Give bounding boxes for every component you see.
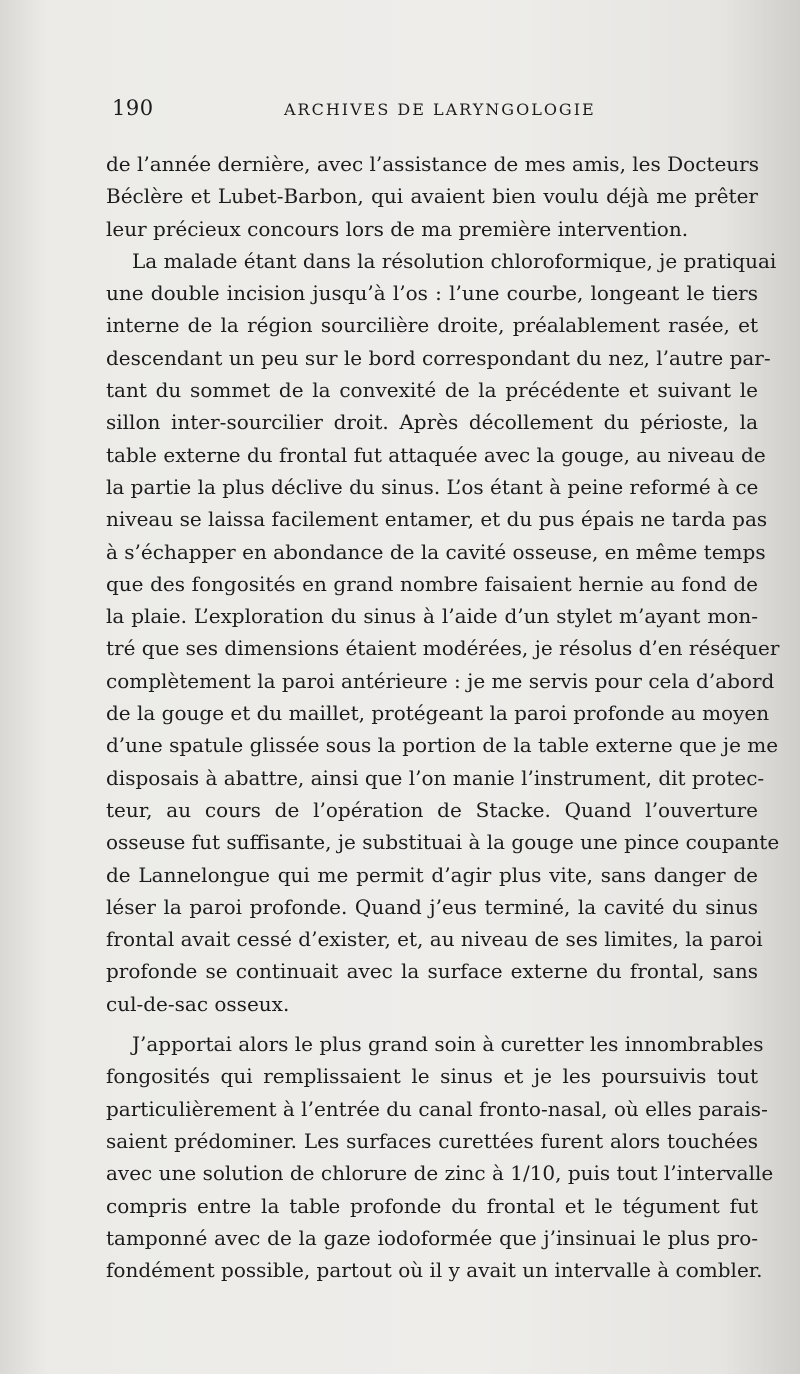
text-line: de l’année dernière, avec l’assistance de mes amis, les Docteurs: [106, 152, 759, 176]
text-line: table externe du frontal fut attaquée avec la gouge, au niveau de: [106, 442, 766, 467]
running-title: ARCHIVES DE LARYNGOLOGIE: [284, 100, 596, 119]
text-line: avec une solution de chlorure de zinc à 1/10, puis tout l’intervalle: [106, 1161, 774, 1186]
text-line: d’une spatule glissée sous la portion de la table externe que je me: [106, 733, 779, 758]
text-line: de Lannelongue qui me permit d’agir plus vite, sans danger de: [106, 862, 758, 887]
text-line: saient prédominer. Les surfaces curettées furent alors touchées: [106, 1128, 758, 1153]
text-line: une double incision jusqu’à l’os : l’une courbe, longeant le tiers: [106, 281, 758, 306]
text-line: tant du sommet de la convexité de la précédente et suivant le: [106, 378, 758, 403]
text-line: la partie la plus déclive du sinus. L’os étant à peine reformé à ce: [106, 474, 759, 499]
text-line: profonde se continuait avec la surface externe du frontal, sans: [106, 959, 758, 984]
text-line: disposais à abattre, ainsi que l’on manie l’instrument, dit protec-: [106, 765, 765, 790]
text-line: Béclère et Lubet-Barbon, qui avaient bien voulu déjà me prêter: [106, 184, 758, 209]
text-line: à s’échapper en abondance de la cavité osseuse, en même temps: [106, 539, 766, 564]
text-line: complètement la paroi antérieure : je me servis pour cela d’abord: [106, 668, 775, 693]
text-line: compris entre la table profonde du frontal et le tégument fut: [106, 1193, 758, 1218]
text-line: fondément possible, partout où il y avait un intervalle à combler.: [106, 1258, 763, 1283]
text-line: tré que ses dimensions étaient modérées, je résolus d’en réséquer: [106, 636, 780, 661]
text-line: J’apportai alors le plus grand soin à curetter les innombrables: [132, 1032, 764, 1057]
body-text: [106, 148, 780, 1286]
text-line: teur, au cours de l’opération de Stacke. Quand l’ouverture: [106, 797, 758, 822]
text-line: particulièrement à l’entrée du canal fronto-nasal, où elles parais-: [106, 1096, 768, 1121]
text-line: niveau se laissa facilement entamer, et du pus épais ne tarda pas: [106, 507, 768, 532]
text-line: La malade étant dans la résolution chloroformique, je pratiquai: [132, 248, 777, 273]
text-line: leur précieux concours lors de ma première intervention.: [106, 216, 689, 241]
text-line: que des fongosités en grand nombre faisaient hernie au fond de: [106, 571, 758, 596]
text-line: interne de la région sourcilière droite, préalablement rasée, et: [106, 313, 758, 338]
paragraph: [106, 245, 780, 1020]
page-number: 190: [112, 96, 154, 120]
text-line: léser la paroi profonde. Quand j’eus terminé, la cavité du sinus: [106, 894, 758, 919]
text-line: de la gouge et du maillet, protégeant la paroi profonde au moyen: [106, 701, 770, 726]
paragraph: [106, 1028, 774, 1286]
text-line: la plaie. L’exploration du sinus à l’aide d’un stylet m’ayant mon-: [106, 604, 758, 629]
page-header: [112, 96, 712, 126]
text-line: tamponné avec de la gaze iodoformée que j’insinuai le plus pro-: [106, 1225, 758, 1250]
text-line: sillon inter-sourcilier droit. Après décollement du périoste, la: [106, 410, 758, 435]
text-line: fongosités qui remplissaient le sinus et je les poursuivis tout: [106, 1064, 758, 1089]
text-line: frontal avait cessé d’exister, et, au niveau de ses limites, la paroi: [106, 927, 763, 952]
text-line: descendant un peu sur le bord correspondant du nez, l’autre par-: [106, 345, 771, 370]
text-line: cul-de-sac osseux.: [106, 991, 290, 1016]
paragraph: [106, 148, 758, 245]
text-line: osseuse fut suffisante, je substituai à la gouge une pince coupante: [106, 830, 780, 855]
